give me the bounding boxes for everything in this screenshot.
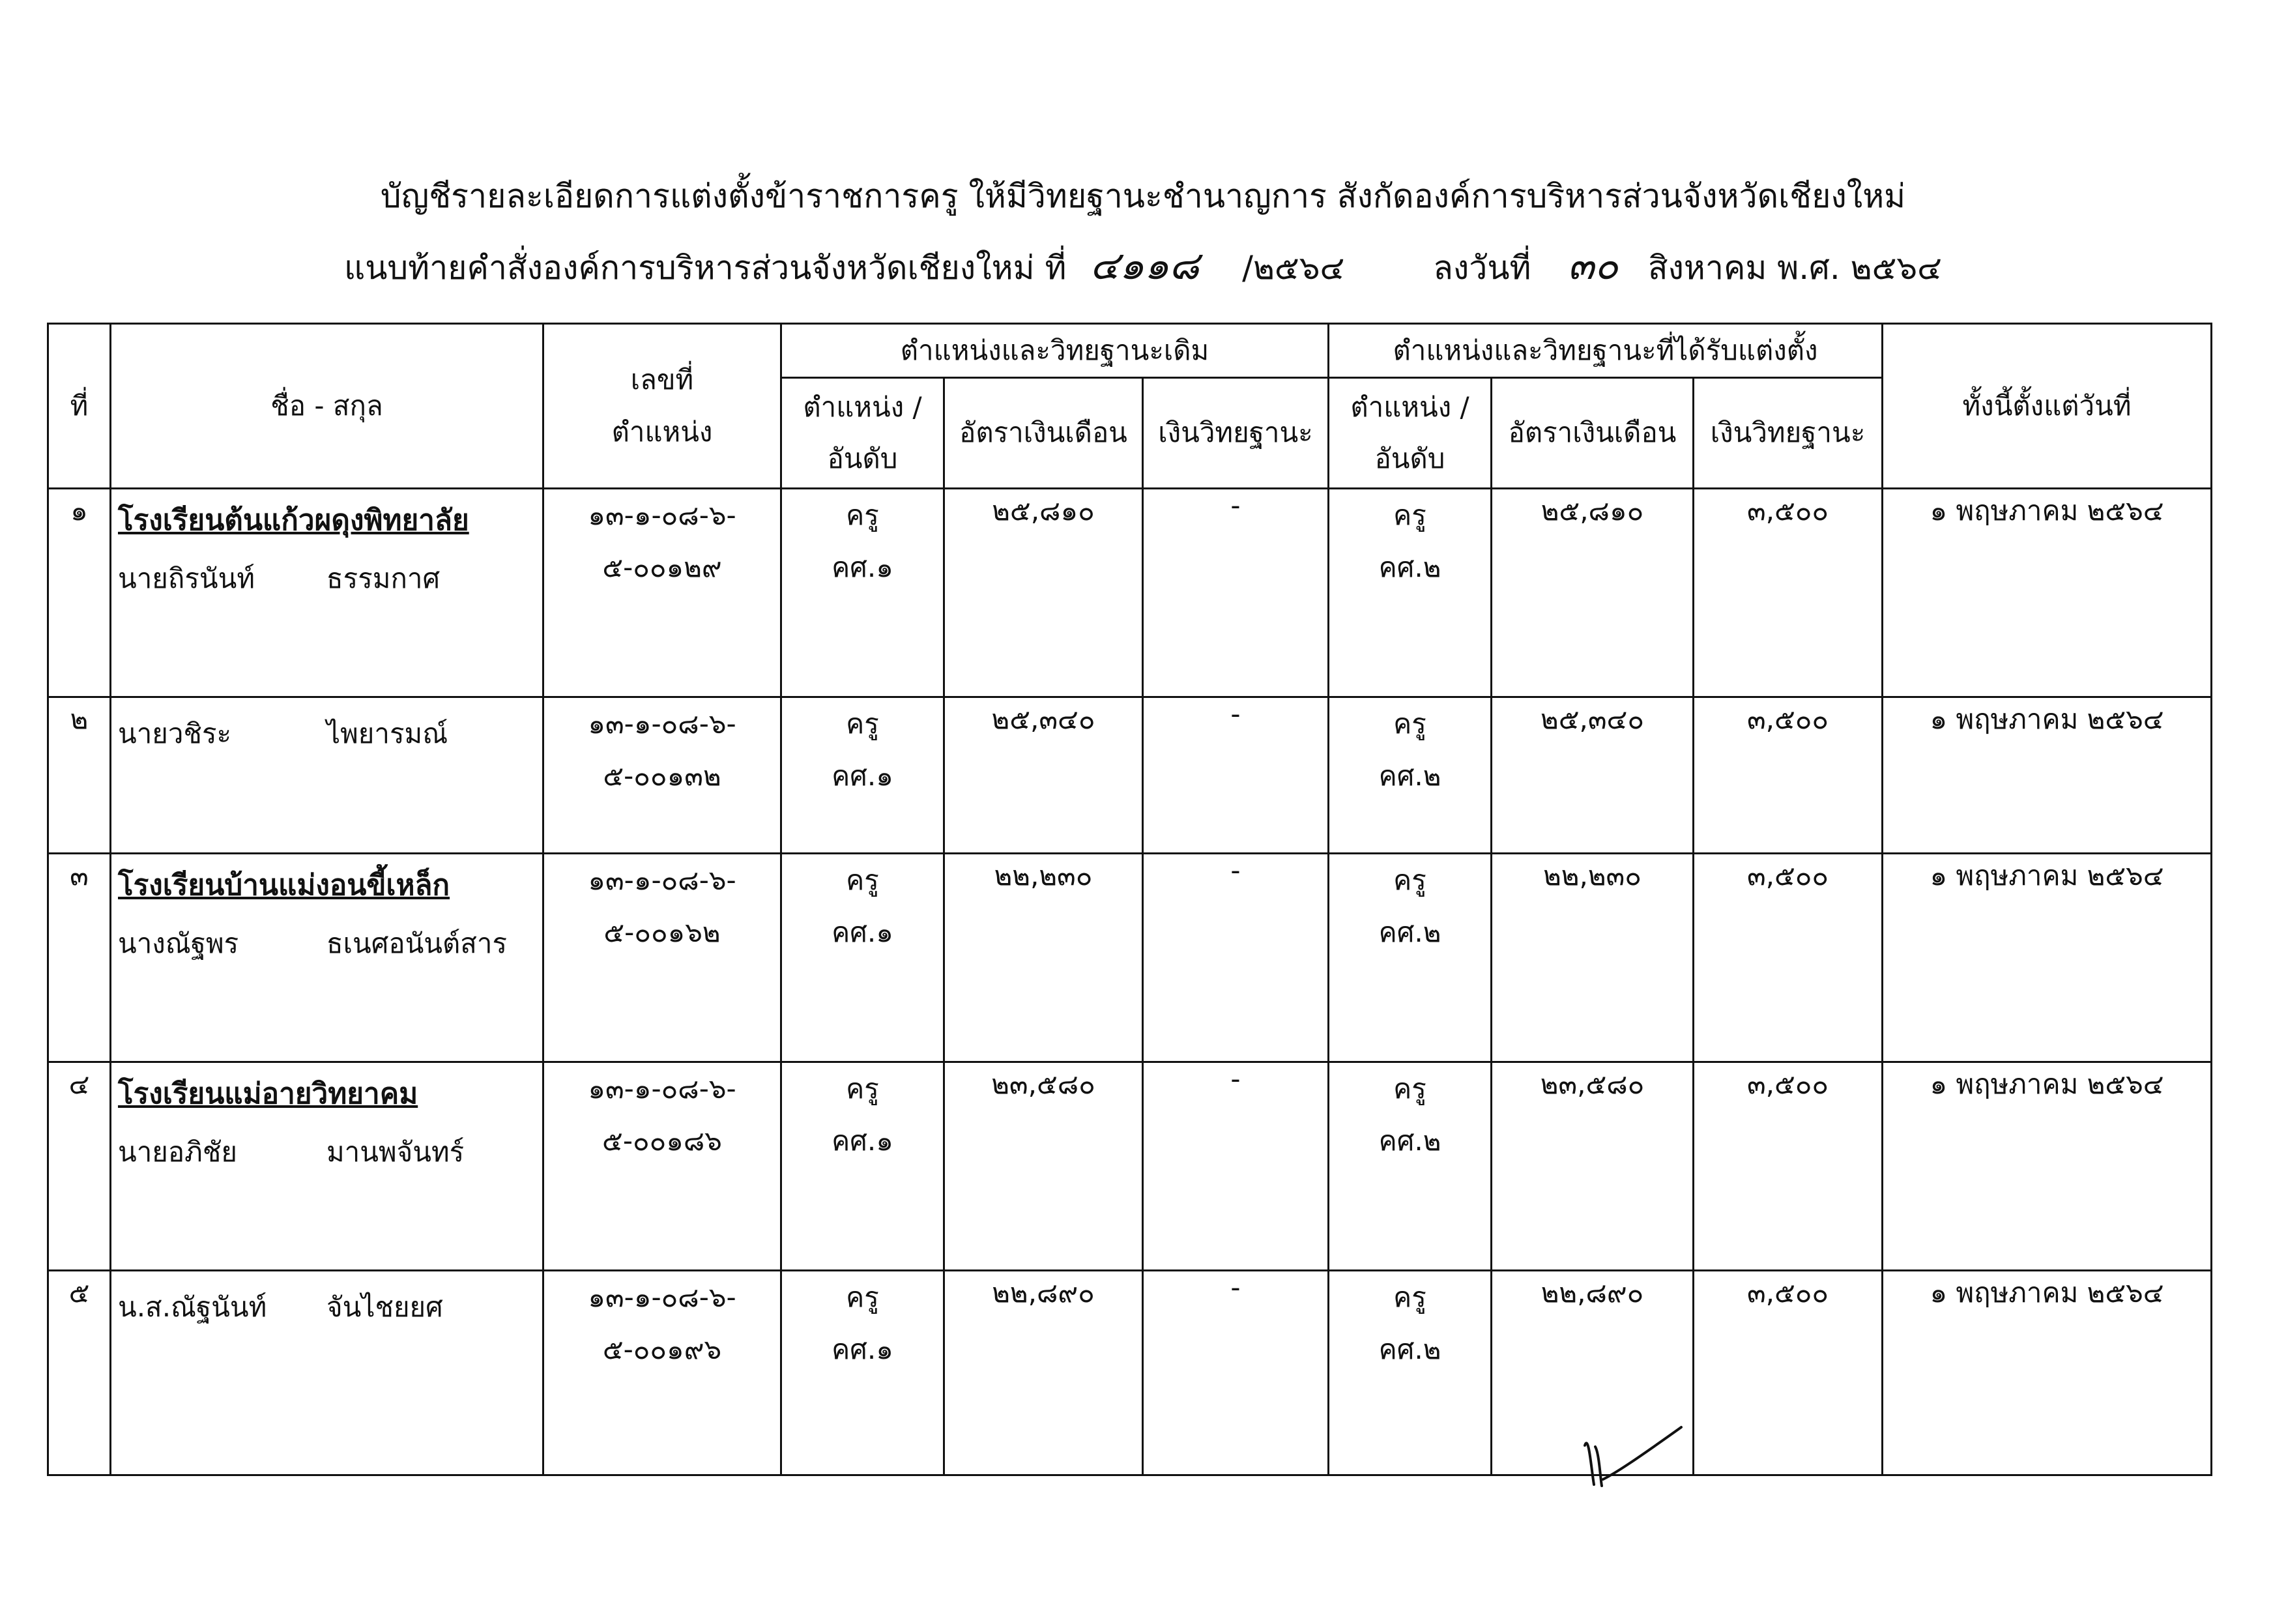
new-position-title: ครู bbox=[1393, 1072, 1426, 1105]
new-rank: คศ.๒ bbox=[1378, 916, 1441, 948]
position-number-line2: ๕-๐๐๑๘๖ bbox=[602, 1124, 722, 1157]
old-position-title: ครู bbox=[846, 499, 879, 531]
header-new-position-line2: อันดับ bbox=[1374, 442, 1445, 475]
new-position-title: ครู bbox=[1393, 499, 1426, 531]
old-position bbox=[781, 697, 944, 853]
new-salary: ๒๒,๘๙๐ bbox=[1492, 1270, 1694, 1475]
date-label: ลงวันที่ bbox=[1433, 249, 1531, 287]
person-name bbox=[111, 1116, 542, 1174]
name-cell bbox=[111, 1270, 543, 1475]
position-number-line1: ๑๓-๑-๐๘-๖- bbox=[588, 707, 736, 740]
table-row bbox=[48, 1270, 2212, 1475]
position-number bbox=[543, 1062, 781, 1270]
row-number: ๔ bbox=[48, 1062, 111, 1270]
name-cell bbox=[111, 853, 543, 1062]
new-academic-pay: ๓,๕๐๐ bbox=[1694, 1270, 1883, 1475]
name-cell bbox=[111, 697, 543, 853]
header-old-position-line1: ตำแหน่ง / bbox=[803, 390, 922, 423]
new-position bbox=[1329, 488, 1492, 697]
row-number: ๒ bbox=[48, 697, 111, 853]
school-name: โรงเรียนบ้านแม่งอนขี้เหล็ก bbox=[118, 868, 450, 902]
header-position-no-line1: เลขที่ bbox=[630, 364, 694, 396]
table-row bbox=[48, 1062, 2212, 1270]
header-effective: ทั้งนี้ตั้งแต่วันที่ bbox=[1883, 324, 2212, 489]
old-academic-pay: - bbox=[1143, 1062, 1329, 1270]
old-salary: ๒๒,๘๙๐ bbox=[944, 1270, 1143, 1475]
new-position-title: ครู bbox=[1393, 707, 1426, 740]
signature-mark bbox=[1577, 1408, 1688, 1492]
new-position-title: ครู bbox=[1393, 1281, 1426, 1313]
old-rank: คศ.๑ bbox=[832, 1333, 893, 1365]
new-salary: ๒๕,๘๑๐ bbox=[1492, 488, 1694, 697]
new-position bbox=[1329, 1270, 1492, 1475]
header-old-group: ตำแหน่งและวิทยฐานะเดิม bbox=[781, 324, 1329, 378]
position-number bbox=[543, 697, 781, 853]
old-salary: ๒๒,๒๓๐ bbox=[944, 853, 1143, 1062]
position-number-line2: ๕-๐๐๑๙๖ bbox=[602, 1333, 722, 1365]
appointment-table bbox=[47, 323, 2212, 1476]
old-position bbox=[781, 488, 944, 697]
table-row bbox=[48, 697, 2212, 853]
old-salary: ๒๕,๓๔๐ bbox=[944, 697, 1143, 853]
old-rank: คศ.๑ bbox=[832, 1124, 893, 1157]
new-salary: ๒๓,๕๘๐ bbox=[1492, 1062, 1694, 1270]
old-academic-pay: - bbox=[1143, 488, 1329, 697]
old-position bbox=[781, 1062, 944, 1270]
new-academic-pay: ๓,๕๐๐ bbox=[1694, 697, 1883, 853]
header-new-position-rank bbox=[1329, 377, 1492, 488]
order-prefix: แนบท้ายคำสั่งองค์การบริหารส่วนจังหวัดเชียงใหม่ ที่ bbox=[343, 249, 1067, 287]
last-name: ธเนศอนันต์สาร bbox=[326, 927, 508, 959]
header-new-salary: อัตราเงินเดือน bbox=[1492, 377, 1694, 488]
order-month-year: สิงหาคม พ.ศ. ๒๕๖๔ bbox=[1647, 249, 1943, 287]
new-rank: คศ.๒ bbox=[1378, 1333, 1441, 1365]
header-position-no-line2: ตำแหน่ง bbox=[611, 415, 713, 448]
old-position-title: ครู bbox=[846, 707, 879, 740]
position-number bbox=[543, 488, 781, 697]
old-position bbox=[781, 1270, 944, 1475]
first-name: น.ส.ณัฐนันท์ bbox=[118, 1290, 267, 1323]
school-name: โรงเรียนต้นแก้วผดุงพิทยาลัย bbox=[118, 503, 469, 537]
position-number-line1: ๑๓-๑-๐๘-๖- bbox=[588, 1281, 736, 1313]
header-new-position-line1: ตำแหน่ง / bbox=[1350, 390, 1469, 423]
document-title: บัญชีรายละเอียดการแต่งตั้งข้าราชการครู ให้มีวิทยฐานะชำนาญการ สังกัดองค์การบริหารส่วนจังหวัดเชียงใหม่ bbox=[380, 177, 1906, 215]
position-number-line2: ๕-๐๐๑๓๒ bbox=[603, 759, 721, 792]
name-cell bbox=[111, 488, 543, 697]
header-new-group: ตำแหน่งและวิทยฐานะที่ได้รับแต่งตั้ง bbox=[1329, 324, 1883, 378]
effective-date: ๑ พฤษภาคม ๒๕๖๔ bbox=[1883, 488, 2212, 697]
header-no: ที่ bbox=[48, 324, 111, 489]
person-name bbox=[111, 908, 542, 965]
old-position-title: ครู bbox=[846, 1281, 879, 1313]
name-cell bbox=[111, 1062, 543, 1270]
header-old-position-line2: อันดับ bbox=[827, 442, 898, 475]
effective-date: ๑ พฤษภาคม ๒๕๖๔ bbox=[1883, 697, 2212, 853]
school-name: โรงเรียนแม่อายวิทยาคม bbox=[118, 1077, 418, 1110]
old-rank: คศ.๑ bbox=[832, 551, 893, 583]
order-day: ๓๐ bbox=[1567, 243, 1619, 289]
old-salary: ๒๓,๕๘๐ bbox=[944, 1062, 1143, 1270]
header-old-salary: อัตราเงินเดือน bbox=[944, 377, 1143, 488]
effective-date: ๑ พฤษภาคม ๒๕๖๔ bbox=[1883, 1270, 2212, 1475]
new-academic-pay: ๓,๕๐๐ bbox=[1694, 1062, 1883, 1270]
old-position-title: ครู bbox=[846, 863, 879, 896]
new-salary: ๒๒,๒๓๐ bbox=[1492, 853, 1694, 1062]
old-rank: คศ.๑ bbox=[832, 759, 893, 792]
old-academic-pay: - bbox=[1143, 697, 1329, 853]
person-name bbox=[111, 1271, 542, 1329]
first-name: นายวชิระ bbox=[118, 717, 232, 749]
first-name: นายอภิชัย bbox=[118, 1135, 237, 1168]
new-salary: ๒๕,๓๔๐ bbox=[1492, 697, 1694, 853]
header-old-academic-pay: เงินวิทยฐานะ bbox=[1143, 377, 1329, 488]
position-number-line2: ๕-๐๐๑๒๙ bbox=[602, 551, 722, 583]
old-position-title: ครู bbox=[846, 1072, 879, 1105]
document-subtitle bbox=[0, 235, 2286, 297]
new-rank: คศ.๒ bbox=[1378, 1124, 1441, 1157]
position-number bbox=[543, 853, 781, 1062]
position-number-line1: ๑๓-๑-๐๘-๖- bbox=[588, 1072, 736, 1105]
person-name bbox=[111, 698, 542, 755]
old-academic-pay: - bbox=[1143, 1270, 1329, 1475]
old-academic-pay: - bbox=[1143, 853, 1329, 1062]
new-position bbox=[1329, 697, 1492, 853]
row-number: ๑ bbox=[48, 488, 111, 697]
row-number: ๕ bbox=[48, 1270, 111, 1475]
first-name: นางณัฐพร bbox=[118, 927, 239, 959]
new-position bbox=[1329, 1062, 1492, 1270]
new-rank: คศ.๒ bbox=[1378, 759, 1441, 792]
table-row bbox=[48, 488, 2212, 697]
old-salary: ๒๕,๘๑๐ bbox=[944, 488, 1143, 697]
header-old-position-rank bbox=[781, 377, 944, 488]
position-number bbox=[543, 1270, 781, 1475]
new-position bbox=[1329, 853, 1492, 1062]
header-new-academic-pay: เงินวิทยฐานะ bbox=[1694, 377, 1883, 488]
last-name: ธรรมกาศ bbox=[326, 562, 441, 594]
new-academic-pay: ๓,๕๐๐ bbox=[1694, 853, 1883, 1062]
header-name: ชื่อ - สกุล bbox=[111, 324, 543, 489]
effective-date: ๑ พฤษภาคม ๒๕๖๔ bbox=[1883, 853, 2212, 1062]
last-name: มานพจันทร์ bbox=[326, 1135, 465, 1168]
new-academic-pay: ๓,๕๐๐ bbox=[1694, 488, 1883, 697]
order-number: ๔๑๑๘ bbox=[1090, 243, 1200, 289]
row-number: ๓ bbox=[48, 853, 111, 1062]
person-name bbox=[111, 543, 542, 600]
new-position-title: ครู bbox=[1393, 863, 1426, 896]
order-year: /๒๕๖๔ bbox=[1242, 249, 1345, 287]
header-position-no bbox=[543, 324, 781, 489]
position-number-line1: ๑๓-๑-๐๘-๖- bbox=[588, 499, 736, 531]
first-name: นายถิรนันท์ bbox=[118, 562, 255, 594]
old-rank: คศ.๑ bbox=[832, 916, 893, 948]
position-number-line1: ๑๓-๑-๐๘-๖- bbox=[588, 863, 736, 896]
last-name: ไพยารมณ์ bbox=[326, 717, 448, 749]
position-number-line2: ๕-๐๐๑๖๒ bbox=[603, 916, 721, 948]
last-name: จันไชยยศ bbox=[326, 1290, 443, 1323]
effective-date: ๑ พฤษภาคม ๒๕๖๔ bbox=[1883, 1062, 2212, 1270]
table-row bbox=[48, 853, 2212, 1062]
new-rank: คศ.๒ bbox=[1378, 551, 1441, 583]
old-position bbox=[781, 853, 944, 1062]
